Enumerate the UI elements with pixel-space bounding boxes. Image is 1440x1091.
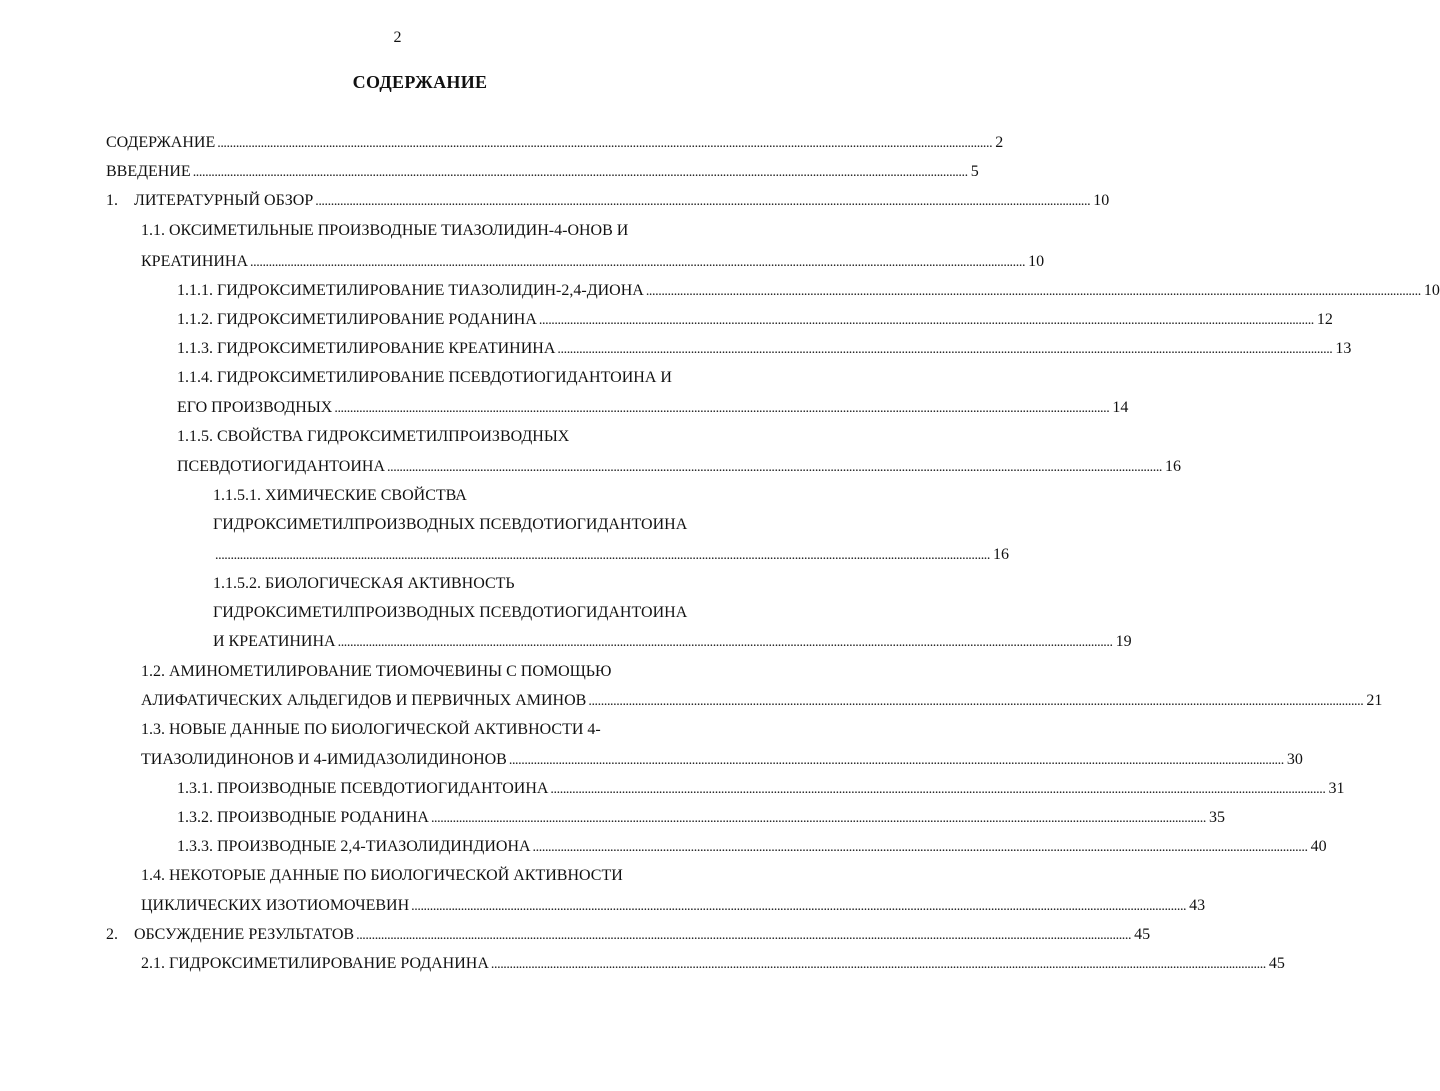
toc-entry-title [213,486,467,506]
toc-entry-page: 19 [1115,633,1132,650]
toc-entry-text: 1.1.5.2. БИОЛОГИЧЕСКАЯ АКТИВНОСТЬ [213,575,515,592]
toc-entry-text: И КРЕАТИНИНА [213,633,336,650]
toc-entry-text: ЕГО ПРОИЗВОДНЫХ [177,399,333,416]
toc-entry[interactable] [177,310,1333,331]
toc-entry[interactable] [106,191,1110,212]
toc-entry-text: ЛИТЕРАТУРНЫЙ ОБЗОР [134,192,314,209]
toc-entry-page: 16 [1165,458,1182,475]
toc-entry-page: 10 [1423,282,1440,299]
toc-entry-title [177,837,531,857]
toc-entry-text: ЦИКЛИЧЕСКИХ ИЗОТИОМОЧЕВИН [141,897,410,914]
toc-entry-title [213,574,515,594]
toc-entry[interactable] [177,837,1327,858]
toc-entry[interactable] [141,954,1285,975]
toc-entry-title [141,896,409,916]
toc-leader-dots: .......................................................................................................................................................................................................................................................... [490,957,1266,972]
toc-entry-title [141,954,489,974]
toc-entry-page: 16 [993,546,1010,563]
toc-entry-text: ГИДРОКСИМЕТИЛПРОИЗВОДНЫХ ПСЕВДОТИОГИДАНТОИНА [213,604,688,621]
toc-entry-title [141,750,507,770]
toc-entry-page: 2 [995,134,1004,151]
toc-entry-title [213,515,687,535]
toc-entry-page: 13 [1335,340,1352,357]
toc-entry[interactable] [213,632,1132,653]
toc-entry-text: 1.1.3. ГИДРОКСИМЕТИЛИРОВАНИЕ КРЕАТИНИНА [177,340,556,357]
toc-entry-text: ГИДРОКСИМЕТИЛПРОИЗВОДНЫХ ПСЕВДОТИОГИДАНТОИНА [213,516,688,533]
toc-leader-dots: .......................................................................................................................................................................................................................................................... [217,136,993,151]
toc-entry[interactable] [141,720,601,740]
toc-entry-title [177,808,429,828]
toc-entry-title [177,779,548,799]
toc-entry[interactable] [141,221,628,241]
toc-entry-title [141,252,248,272]
toc-entry[interactable] [141,750,1303,771]
toc-entry-text: 1.1. ОКСИМЕТИЛЬНЫЕ ПРОИЗВОДНЫЕ ТИАЗОЛИДИН-4-ОНОВ И [141,222,629,239]
toc-entry-page: 5 [970,163,979,180]
toc-leader-dots: .......................................................................................................................................................................................................................................................... [192,165,968,180]
toc-entry-page: 30 [1286,751,1303,768]
toc-entry-page: 10 [1093,192,1110,209]
toc-leader-dots: .......................................................................................................................................................................................................................................................... [387,460,1163,475]
toc-entry[interactable] [177,779,1345,800]
toc-entry-title [177,310,537,330]
toc-entry[interactable] [177,808,1225,829]
toc-entry[interactable] [177,339,1352,360]
toc-entry[interactable] [106,133,1004,154]
toc-leader-dots: .......................................................................................................................................................................................................................................................... [334,401,1110,416]
toc-entry[interactable] [141,252,1045,273]
toc-entry-title [141,221,628,241]
toc-leader-dots: .......................................................................................................................................................................................................................................................... [550,782,1326,797]
toc-entry-title [141,691,586,711]
toc-entry[interactable] [177,281,1440,302]
toc-leader-dots: .......................................................................................................................................................................................................................................................... [215,548,991,563]
toc-leader-dots: .......................................................................................................................................................................................................................................................... [538,313,1314,328]
toc-entry-text: 1.1.1. ГИДРОКСИМЕТИЛИРОВАНИЕ ТИАЗОЛИДИН-2,4-ДИОНА [177,282,644,299]
toc-entry-text: 1.1.5. СВОЙСТВА ГИДРОКСИМЕТИЛПРОИЗВОДНЫХ [177,428,570,445]
toc-entry-text: СОДЕРЖАНИЕ [106,134,216,151]
toc-entry-title [213,632,336,652]
toc-entry-page: 45 [1134,926,1151,943]
toc-entry-page: 40 [1310,838,1327,855]
toc-entry-title [141,662,611,682]
toc-entry-text: ПСЕВДОТИОГИДАНТОИНА [177,458,386,475]
toc-entry[interactable] [177,398,1129,419]
toc-entry[interactable] [106,162,979,183]
toc-leader-dots: .......................................................................................................................................................................................................................................................... [315,194,1091,209]
toc-leader-dots: .......................................................................................................................................................................................................................................................... [557,342,1333,357]
toc-leader-dots: .......................................................................................................................................................................................................................................................... [356,928,1132,943]
toc-entry-page: 21 [1366,692,1383,709]
toc-entry[interactable] [106,925,1151,946]
toc-entry-title [213,603,687,623]
toc-entry-text: 1.2. АМИНОМЕТИЛИРОВАНИЕ ТИОМОЧЕВИНЫ С ПОМОЩЬЮ [141,663,612,680]
page-title: СОДЕРЖАНИЕ [352,72,488,92]
toc-entry[interactable] [141,896,1206,917]
page-number: 2 [393,29,402,46]
toc-entry-page: 14 [1112,399,1129,416]
toc-entry-text: 1.1.5.1. ХИМИЧЕСКИЕ СВОЙСТВА [213,487,467,504]
toc-entry-page: 31 [1328,780,1345,797]
toc-entry-title [177,427,569,447]
toc-leader-dots: .......................................................................................................................................................................................................................................................... [532,840,1308,855]
toc-entry[interactable] [213,486,467,506]
toc-entry-text: 1.3.3. ПРОИЗВОДНЫЕ 2,4-ТИАЗОЛИДИНДИОНА [177,838,531,855]
toc-entry[interactable] [177,368,672,388]
toc-entry-page: 10 [1028,253,1045,270]
toc-entry-text: ВВЕДЕНИЕ [106,163,191,180]
toc-entry[interactable] [177,457,1182,478]
toc-entry-title [177,368,672,388]
toc-entry-text: 1.1.4. ГИДРОКСИМЕТИЛИРОВАНИЕ ПСЕВДОТИОГИДАНТОИНА И [177,369,672,386]
toc-entry-text: АЛИФАТИЧЕСКИХ АЛЬДЕГИДОВ И ПЕРВИЧНЫХ АМИНОВ [141,692,587,709]
toc-entry-title [141,866,623,886]
toc-entry-title [106,925,354,945]
toc-entry[interactable] [213,574,515,594]
toc-entry-number: 1. [106,192,118,209]
toc-entry-text: 1.1.2. ГИДРОКСИМЕТИЛИРОВАНИЕ РОДАНИНА [177,311,537,328]
toc-entry-text: 2.1. ГИДРОКСИМЕТИЛИРОВАНИЕ РОДАНИНА [141,955,489,972]
toc-entry[interactable] [177,427,569,447]
toc-entry-title [106,191,313,211]
toc-entry[interactable] [213,603,687,623]
toc-leader-dots: .......................................................................................................................................................................................................................................................... [508,753,1284,768]
toc-entry-title [177,398,332,418]
toc-entry[interactable] [213,515,687,535]
toc-entry[interactable] [141,866,623,886]
toc-entry-number: 2. [106,926,118,943]
toc-entry-text: 1.3.1. ПРОИЗВОДНЫЕ ПСЕВДОТИОГИДАНТОИНА [177,780,549,797]
toc-entry-text: ОБСУЖДЕНИЕ РЕЗУЛЬТАТОВ [134,926,355,943]
toc-entry-text: 1.3. НОВЫЕ ДАННЫЕ ПО БИОЛОГИЧЕСКОЙ АКТИВНОСТИ 4- [141,721,601,738]
toc-entry-text: КРЕАТИНИНА [141,253,249,270]
toc-entry-text: ТИАЗОЛИДИНОНОВ И 4-ИМИДАЗОЛИДИНОНОВ [141,751,507,768]
toc-leader-dots: .......................................................................................................................................................................................................................................................... [250,255,1026,270]
toc-leader-dots: .......................................................................................................................................................................................................................................................... [588,694,1364,709]
toc-entry-page: 45 [1268,955,1285,972]
toc-entry-title [177,339,555,359]
toc-entry-title [177,281,644,301]
toc-entry-page: 35 [1208,809,1225,826]
toc-leader-dots: .......................................................................................................................................................................................................................................................... [645,284,1421,299]
toc-leader-dots: .......................................................................................................................................................................................................................................................... [337,635,1113,650]
toc-leader-dots: .......................................................................................................................................................................................................................................................... [411,899,1187,914]
toc-entry-text: 1.4. НЕКОТОРЫЕ ДАННЫЕ ПО БИОЛОГИЧЕСКОЙ АКТИВНОСТИ [141,867,623,884]
toc-entry-title [141,720,601,740]
toc-entry-title [177,457,385,477]
toc-entry-title [106,162,191,182]
toc-entry[interactable] [213,545,1010,566]
toc-entry-title [106,133,215,153]
toc-entry-page: 12 [1316,311,1333,328]
toc-leader-dots: .......................................................................................................................................................................................................................................................... [430,811,1206,826]
toc-entry[interactable] [141,662,611,682]
toc-entry-text: 1.3.2. ПРОИЗВОДНЫЕ РОДАНИНА [177,809,429,826]
toc-entry[interactable] [141,691,1383,712]
toc-entry-page: 43 [1189,897,1206,914]
